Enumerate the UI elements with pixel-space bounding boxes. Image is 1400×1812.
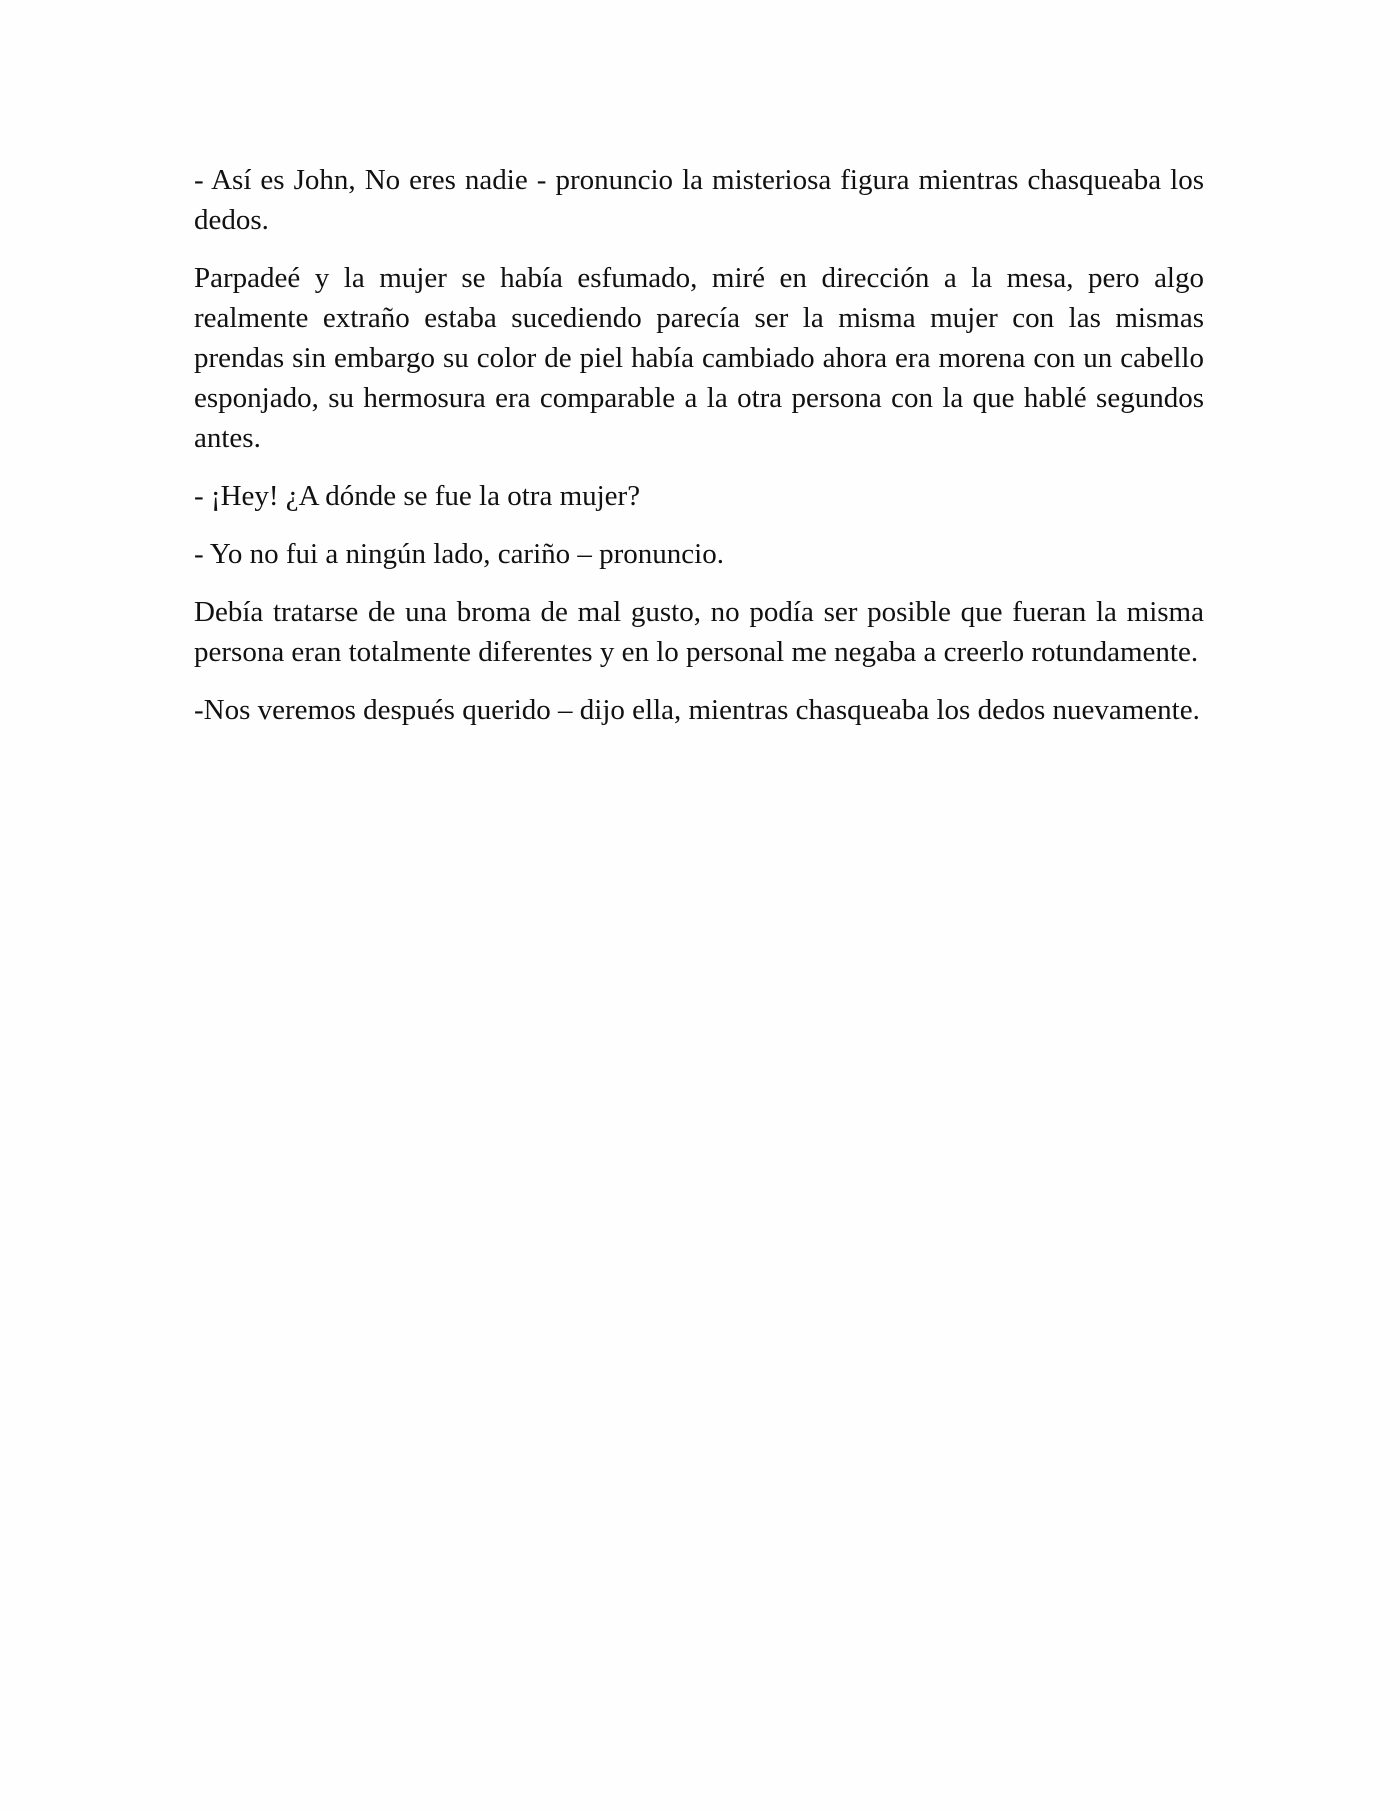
body-text xyxy=(194,160,1204,748)
paragraph-2: Parpadeé y la mujer se había esfumado, miré en dirección a la mesa, pero algo realmente extraño estaba sucediendo parecía ser la misma mujer con las mismas prendas sin embargo su color de piel había cambiado ahora era morena con un cabello esponjado, su hermosura era comparable a la otra persona con la que hablé segundos antes. xyxy=(194,262,1204,454)
paragraph-5: Debía tratarse de una broma de mal gusto, no podía ser posible que fueran la misma persona eran totalmente diferentes y en lo personal me negaba a creerlo rotundamente. xyxy=(194,596,1204,668)
paragraph-1: - Así es John, No eres nadie - pronuncio la misteriosa figura mientras chasqueaba los dedos. xyxy=(194,164,1204,236)
paragraph-3: - ¡Hey! ¿A dónde se fue la otra mujer? xyxy=(194,480,641,512)
paragraph-4: - Yo no fui a ningún lado, cariño – pronuncio. xyxy=(194,538,724,570)
paragraph-6: -Nos veremos después querido – dijo ella, mientras chasqueaba los dedos nuevamente. xyxy=(194,694,1200,726)
